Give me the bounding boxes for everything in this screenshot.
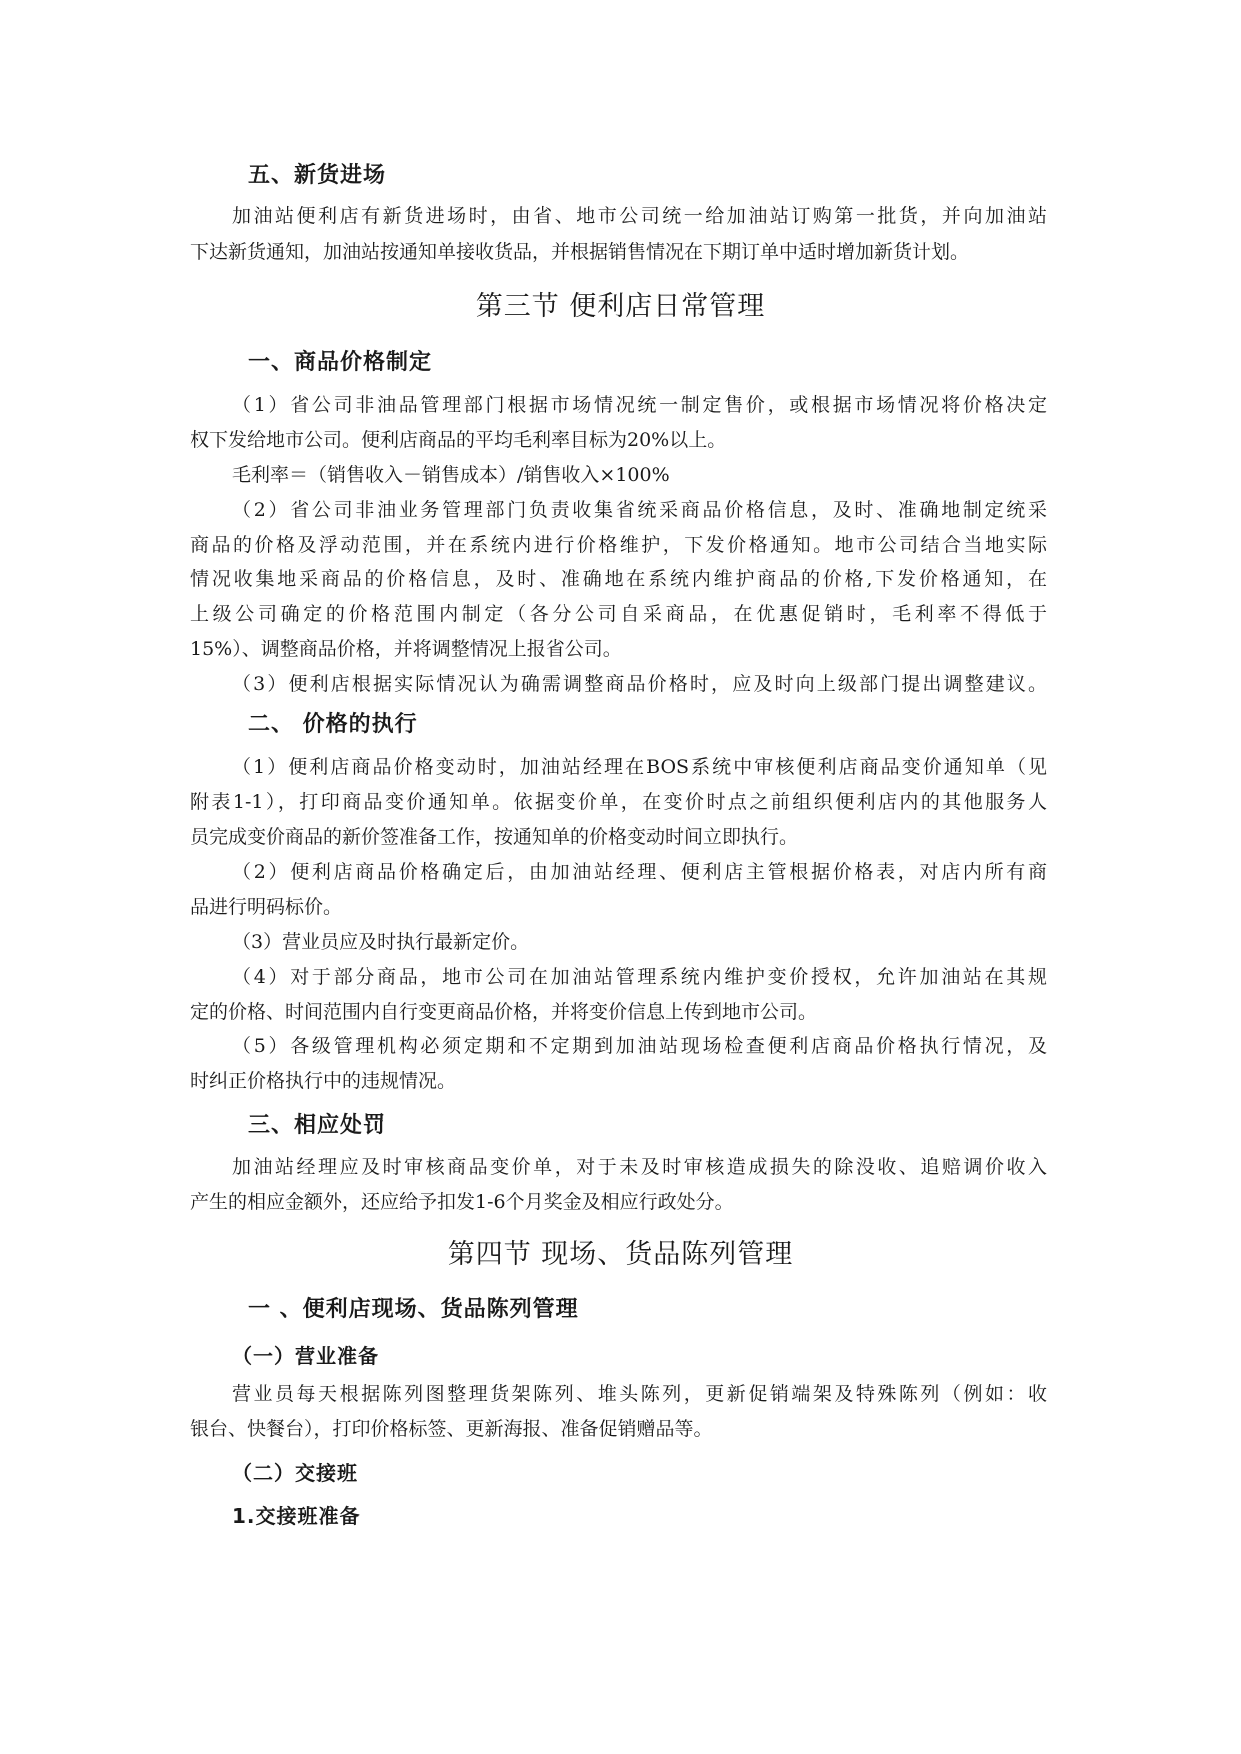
paragraph-line: 时纠正价格执行中的违规情况。 [190,1070,457,1092]
paragraph-line: （3）便利店根据实际情况认为确需调整商品价格时，应及时向上级部门提出调整建议。 [232,673,1047,695]
paragraph-line: 定的价格、时间范围内自行变更商品价格，并将变价信息上传到地市公司。 [190,1001,818,1023]
paragraph-line: 加油站便利店有新货进场时，由省、地市公司统一给加油站订购第一批货，并向加油站 [232,205,1047,227]
paragraph-line: 15%）、调整商品价格，并将调整情况上报省公司。 [190,638,622,660]
paragraph-line: 产生的相应金额外，还应给予扣发1-6个月奖金及相应行政处分。 [190,1191,734,1213]
paragraph-line: 员完成变价商品的新价签准备工作，按通知单的价格变动时间立即执行。 [190,826,799,848]
paragraph-line: 权下发给地市公司。便利店商品的平均毛利率目标为20%以上。 [190,429,727,451]
paragraph-line: 营业员每天根据陈列图整理货架陈列、堆头陈列，更新促销端架及特殊陈列（例如：收 [232,1383,1047,1405]
paragraph-line: 品进行明码标价。 [190,896,343,918]
list-item-handover-preparation: 1.交接班准备 [232,1504,361,1528]
paragraph-line: 情况收集地采商品的价格信息，及时、准确地在系统内维护商品的价格,下发价格通知，在 [190,568,1047,590]
paragraph-line: 上级公司确定的价格范围内制定（各分公司自采商品，在优惠促销时，毛利率不得低于 [190,603,1047,625]
paragraph-line: （2）便利店商品价格确定后，由加油站经理、便利店主管根据价格表，对店内所有商 [232,861,1047,883]
section-heading-price-setting: 一、商品价格制定 [248,350,433,375]
section-heading-penalties: 三、相应处罚 [248,1113,387,1138]
section-heading-display-management: 一 、便利店现场、货品陈列管理 [248,1297,579,1322]
paragraph-line: （4）对于部分商品，地市公司在加油站管理系统内维护变价授权，允许加油站在其规 [232,966,1047,988]
paragraph-line: （1）省公司非油品管理部门根据市场情况统一制定售价，或根据市场情况将价格决定 [232,394,1047,416]
paragraph-line: 加油站经理应及时审核商品变价单，对于未及时审核造成损失的除没收、追赔调价收入 [232,1156,1047,1178]
paragraph-line: 附表1-1），打印商品变价通知单。依据变价单，在变价时点之前组织便利店内的其他服务人 [190,791,1047,813]
subheading-shift-handover: （二）交接班 [232,1461,358,1485]
paragraph-line: 银台、快餐台），打印价格标签、更新海报、准备促销赠品等。 [190,1418,713,1440]
paragraph-line: （3）营业员应及时执行最新定价。 [232,931,530,953]
paragraph-line: （5）各级管理机构必须定期和不定期到加油站现场检查便利店商品价格执行情况，及 [232,1035,1047,1057]
paragraph-line: 下达新货通知，加油站按通知单接收货品，并根据销售情况在下期订单中适时增加新货计划。 [190,241,970,263]
paragraph-line: （2）省公司非油业务管理部门负责收集省统采商品价格信息，及时、准确地制定统采 [232,499,1047,521]
paragraph-line: （1）便利店商品价格变动时，加油站经理在BOS系统中审核便利店商品变价通知单（见 [232,756,1047,778]
subheading-business-preparation: （一）营业准备 [232,1344,379,1368]
chapter-heading-section-3: 第三节 便利店日常管理 [475,291,766,322]
section-heading-price-execution: 二、 价格的执行 [248,712,418,737]
chapter-heading-section-4: 第四节 现场、货品陈列管理 [447,1239,794,1270]
formula-line: 毛利率＝（销售收入－销售成本）/销售收入×100% [232,464,670,486]
section-heading-new-goods: 五、新货进场 [248,163,387,188]
paragraph-line: 商品的价格及浮动范围，并在系统内进行价格维护，下发价格通知。地市公司结合当地实际 [190,534,1047,556]
